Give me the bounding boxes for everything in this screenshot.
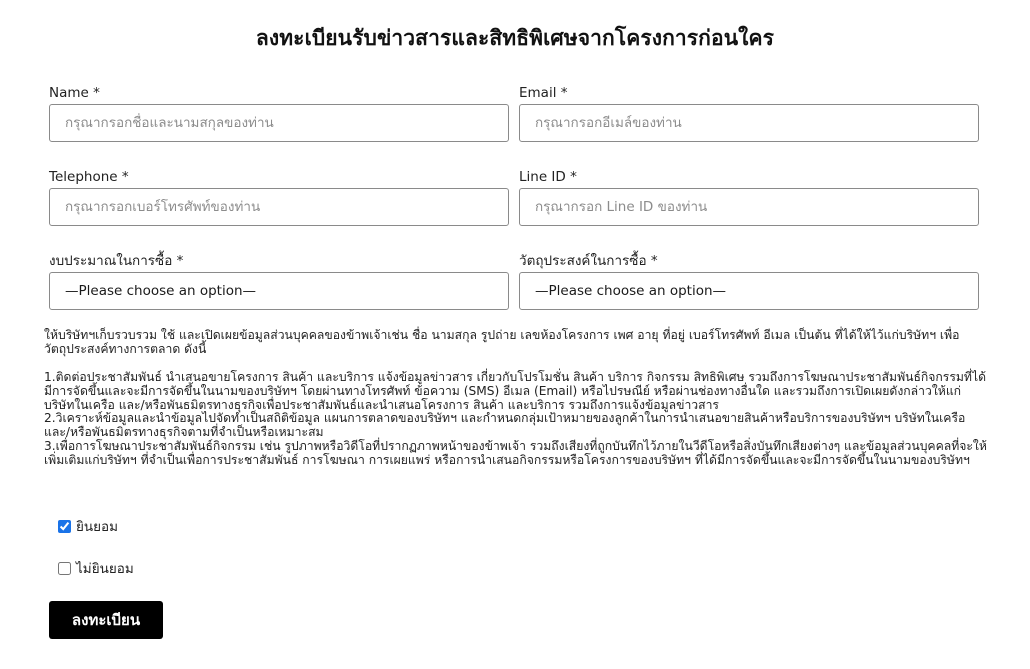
- disagree-option[interactable]: [58, 557, 134, 579]
- name-field-group: [49, 84, 509, 142]
- telephone-field-group: [49, 168, 509, 226]
- email-label: Email *: [519, 85, 568, 101]
- consent-text: ให้บริษัทฯเก็บรวบรวม ใช้ และเปิดเผยข้อมูลส่วนบุคคลของข้าพเจ้าเช่น ชื่อ นามสกุล รูปถ่าย เลขห้องโครงการ เพศ อายุ ที่อยู่ เบอร์โทรศัพท์ อีเมล เป็นต้น ที่ได้ให้ไว้แก่บริษัทฯ เพื่อวัตถุประสงค์ทางการตลาด ดังนี้ 1.ติดต่อประชาสัมพันธ์ นำเสนอขายโครงการ สินค้า และบริการ แจ้งข้อมูลข่าวสาร เกี่ยวกับโปรโมชั่น สินค้า บริการ กิจกรรม สิทธิพิเศษ รวมถึงการโฆษณาประชาสัมพันธ์กิจกรรมที่ได้มีการจัดขึ้นและจะมีการจัดขึ้นในนามของบริษัทฯ โดยผ่านทางโทรศัพท์ ข้อความ (SMS) อีเมล (Email) หรือไปรษณีย์ หรือผ่านช่องทางอื่นใด และรวมถึงการเปิดเผยดังกล่าวให้แก่บริษัทในเครือ และ/หรือพันธมิตรทางธุรกิจเพื่อประชาสัมพันธ์และนำเสนอโครงการ สินค้า และบริการ รวมถึงการแจ้งข้อมูลข่าวสาร 2.วิเคราะห์ข้อมูลและนำข้อมูลไปจัดทำเป็นสถิติข้อมูล แผนการตลาดของบริษัทฯ และกำหนดกลุ่มเป้าหมายของลูกค้าในการนำเสนอขายสินค้าหรือบริการของบริษัทฯ บริษัทในเครือ และ/หรือพันธมิตรทางธุรกิจตามที่จำเป็นหรือเหมาะสม 3.เพื่อการโฆษณาประชาสัมพันธ์กิจกรรม เช่น รูปภาพหรือวิดีโอที่ปรากฏภาพหน้าของข้าพเจ้า รวมถึงเสียงที่ถูกบันทึกไว้ภายในวีดีโอหรือสิ่งบันทึกเสียงต่างๆ และข้อมูลส่วนบุคคลที่จะให้เพิ่มเติมแก่บริษัทฯ ที่จำเป็นเพื่อการประชาสัมพันธ์ การโฆษณา การเผยแพร่ หรือการนำเสนอกิจกรรมหรือโครงการของบริษัทฯ ที่ได้มีการจัดขึ้นและจะมีการจัดขึ้นในนามของบริษัทฯ: [44, 328, 987, 468]
- name-label: Name *: [49, 85, 100, 101]
- email-input[interactable]: [519, 104, 979, 142]
- budget-select[interactable]: [49, 272, 509, 310]
- name-input[interactable]: [49, 104, 509, 142]
- purpose-field-group: [519, 252, 979, 310]
- budget-label: งบประมาณในการซื้อ *: [49, 253, 184, 269]
- register-button[interactable]: ลงทะเบียน: [49, 601, 163, 639]
- agree-option[interactable]: [58, 515, 118, 537]
- purpose-label: วัตถุประสงค์ในการซื้อ *: [519, 253, 658, 269]
- telephone-label: Telephone *: [49, 169, 129, 185]
- line-id-input[interactable]: [519, 188, 979, 226]
- telephone-input[interactable]: [49, 188, 509, 226]
- line-id-label: Line ID *: [519, 169, 577, 185]
- line-id-field-group: [519, 168, 979, 226]
- agree-label: ยินยอม: [76, 519, 119, 535]
- page-title: ลงทะเบียนรับข่าวสารและสิทธิพิเศษจากโครงการก่อนใคร: [255, 26, 775, 50]
- purpose-select[interactable]: [519, 272, 979, 310]
- disagree-checkbox[interactable]: [58, 562, 71, 575]
- budget-selected-value: —Please choose an option—: [65, 283, 257, 299]
- purpose-selected-value: —Please choose an option—: [535, 283, 727, 299]
- disagree-label: ไม่ยินยอม: [76, 561, 134, 577]
- email-field-group: [519, 84, 979, 142]
- agree-checkbox[interactable]: [58, 520, 71, 533]
- budget-field-group: [49, 252, 509, 310]
